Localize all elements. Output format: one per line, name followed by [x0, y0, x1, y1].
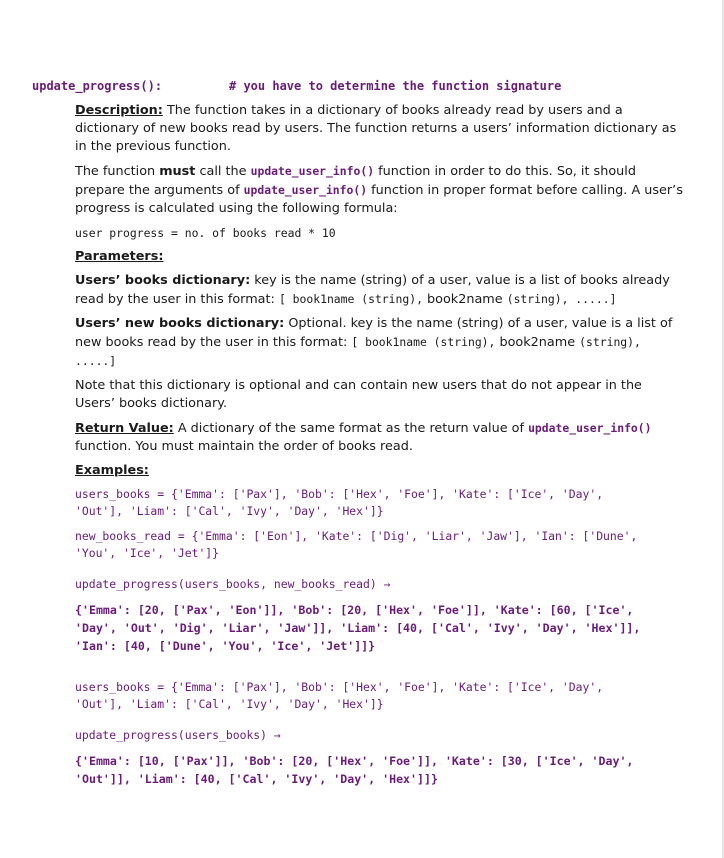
- code-line: users_books = {'Emma': ['Pax'], 'Bob': ['Hex', 'Foe'], 'Kate': ['Ice', 'Day',: [75, 487, 604, 501]
- param-users-books-format-b: book2name: [422, 292, 507, 307]
- ex2-call: [75, 727, 685, 744]
- must-emphasis: must: [159, 164, 196, 179]
- arrow-icon: →: [273, 728, 281, 742]
- must-text-1: The function: [75, 164, 160, 179]
- ex2-users-books: [75, 679, 685, 713]
- ex1-call: [75, 576, 685, 593]
- code-line: 'Out'], 'Liam': ['Cal', 'Ivy', 'Day', 'Hex']}: [75, 504, 384, 518]
- param-new-books-label: Users’ new books dictionary:: [75, 316, 285, 331]
- must-text-3: function in order to do this. So, it should prepare the arguments of: [75, 164, 636, 198]
- param-new-books-format-c: (string), .....]: [75, 335, 641, 368]
- result-line: {'Emma': [10, ['Pax']], 'Bob': [20, ['Hex', 'Foe']], 'Kate': [30, ['Ice', 'Day',: [75, 754, 634, 768]
- arrow-icon: →: [383, 577, 391, 591]
- code-line: 'You', 'Ice', 'Jet']}: [75, 546, 220, 560]
- must-text-2: call the: [195, 164, 251, 179]
- code-line: users_books = {'Emma': ['Pax'], 'Bob': ['Hex', 'Foe'], 'Kate': ['Ice', 'Day',: [75, 680, 604, 694]
- result-line: 'Day', 'Out', 'Dig', 'Liar', 'Jaw']], 'Liam': [40, ['Cal', 'Ivy', 'Day', 'Hex']],: [75, 621, 641, 635]
- ex1-call-text: update_progress(users_books, new_books_read): [75, 577, 377, 591]
- param-users-books-text: key is the name (string) of a user, value is a list of books already read by the user in this format:: [75, 273, 670, 307]
- result-line: 'Out']], 'Liam': [40, ['Cal', 'Ivy', 'Day', 'Hex']]}: [75, 772, 438, 786]
- ex1-users-books: [75, 486, 685, 520]
- must-text-4: function in proper format before calling. A user’s progress is calculated using the following formula:: [75, 183, 683, 216]
- description-paragraph: [75, 102, 685, 156]
- return-value-heading: Return Value:: [75, 421, 174, 436]
- signature-comment: # you have to determine the function signature: [229, 79, 562, 93]
- result-line: 'Ian': [40, ['Dune', 'You', 'Ice', 'Jet']]}: [75, 639, 376, 653]
- optional-note: Note that this dictionary is optional and can contain new users that do not appear in the Users’ books dictionary.: [75, 378, 642, 411]
- param-users-books-format-c: (string), .....]: [506, 292, 617, 306]
- code-line: 'Out'], 'Liam': ['Cal', 'Ivy', 'Day', 'Hex']}: [75, 697, 384, 711]
- example-1: [75, 486, 685, 655]
- function-signature-line: [32, 79, 562, 93]
- param-users-books-format-a: [ book1name (string),: [278, 292, 423, 306]
- function-ref-return: update_user_info(): [528, 421, 652, 435]
- progress-formula: user progress = no. of books read * 10: [75, 226, 336, 240]
- description-heading: Description:: [75, 103, 163, 118]
- ex2-result: [75, 752, 685, 788]
- description-text: The function takes in a dictionary of books already read by users and a dictionary of new books read by users. The function returns a users’ information dictionary as in the previous function.: [75, 103, 677, 154]
- return-value-text-1: A dictionary of the same format as the return value of: [173, 421, 529, 436]
- return-value-paragraph: [75, 419, 685, 456]
- ex1-result: [75, 601, 685, 655]
- param-new-books-format-b: book2name: [495, 335, 580, 350]
- ex2-call-text: update_progress(users_books): [75, 728, 268, 742]
- return-value-text-2: function. You must maintain the order of books read.: [75, 439, 413, 454]
- param-new-books-format-a: [ book1name (string),: [351, 335, 496, 349]
- param-users-books: [75, 272, 685, 309]
- param-new-books: [75, 315, 685, 371]
- code-line: new_books_read = {'Emma': ['Eon'], 'Kate': ['Dig', 'Liar', 'Jaw'], 'Ian': ['Dune',: [75, 529, 638, 543]
- parameters-heading: Parameters:: [75, 249, 164, 264]
- function-ref-update-user-info-2: update_user_info(): [243, 183, 368, 197]
- function-name: update_progress():: [32, 79, 163, 93]
- ex1-new-books: [75, 528, 685, 562]
- result-line: {'Emma': [20, ['Pax', 'Eon']], 'Bob': [20, ['Hex', 'Foe']], 'Kate': [60, ['Ice',: [75, 603, 634, 617]
- example-2: [75, 679, 685, 788]
- function-ref-update-user-info: update_user_info(): [250, 164, 375, 178]
- param-users-books-label: Users’ books dictionary:: [75, 273, 251, 288]
- must-call-paragraph: [75, 162, 685, 218]
- function-spec: [75, 102, 685, 788]
- param-new-books-text: Optional. key is the name (string) of a user, value is a list of new books read by the user in this format:: [75, 316, 673, 350]
- examples-heading: Examples:: [75, 463, 149, 478]
